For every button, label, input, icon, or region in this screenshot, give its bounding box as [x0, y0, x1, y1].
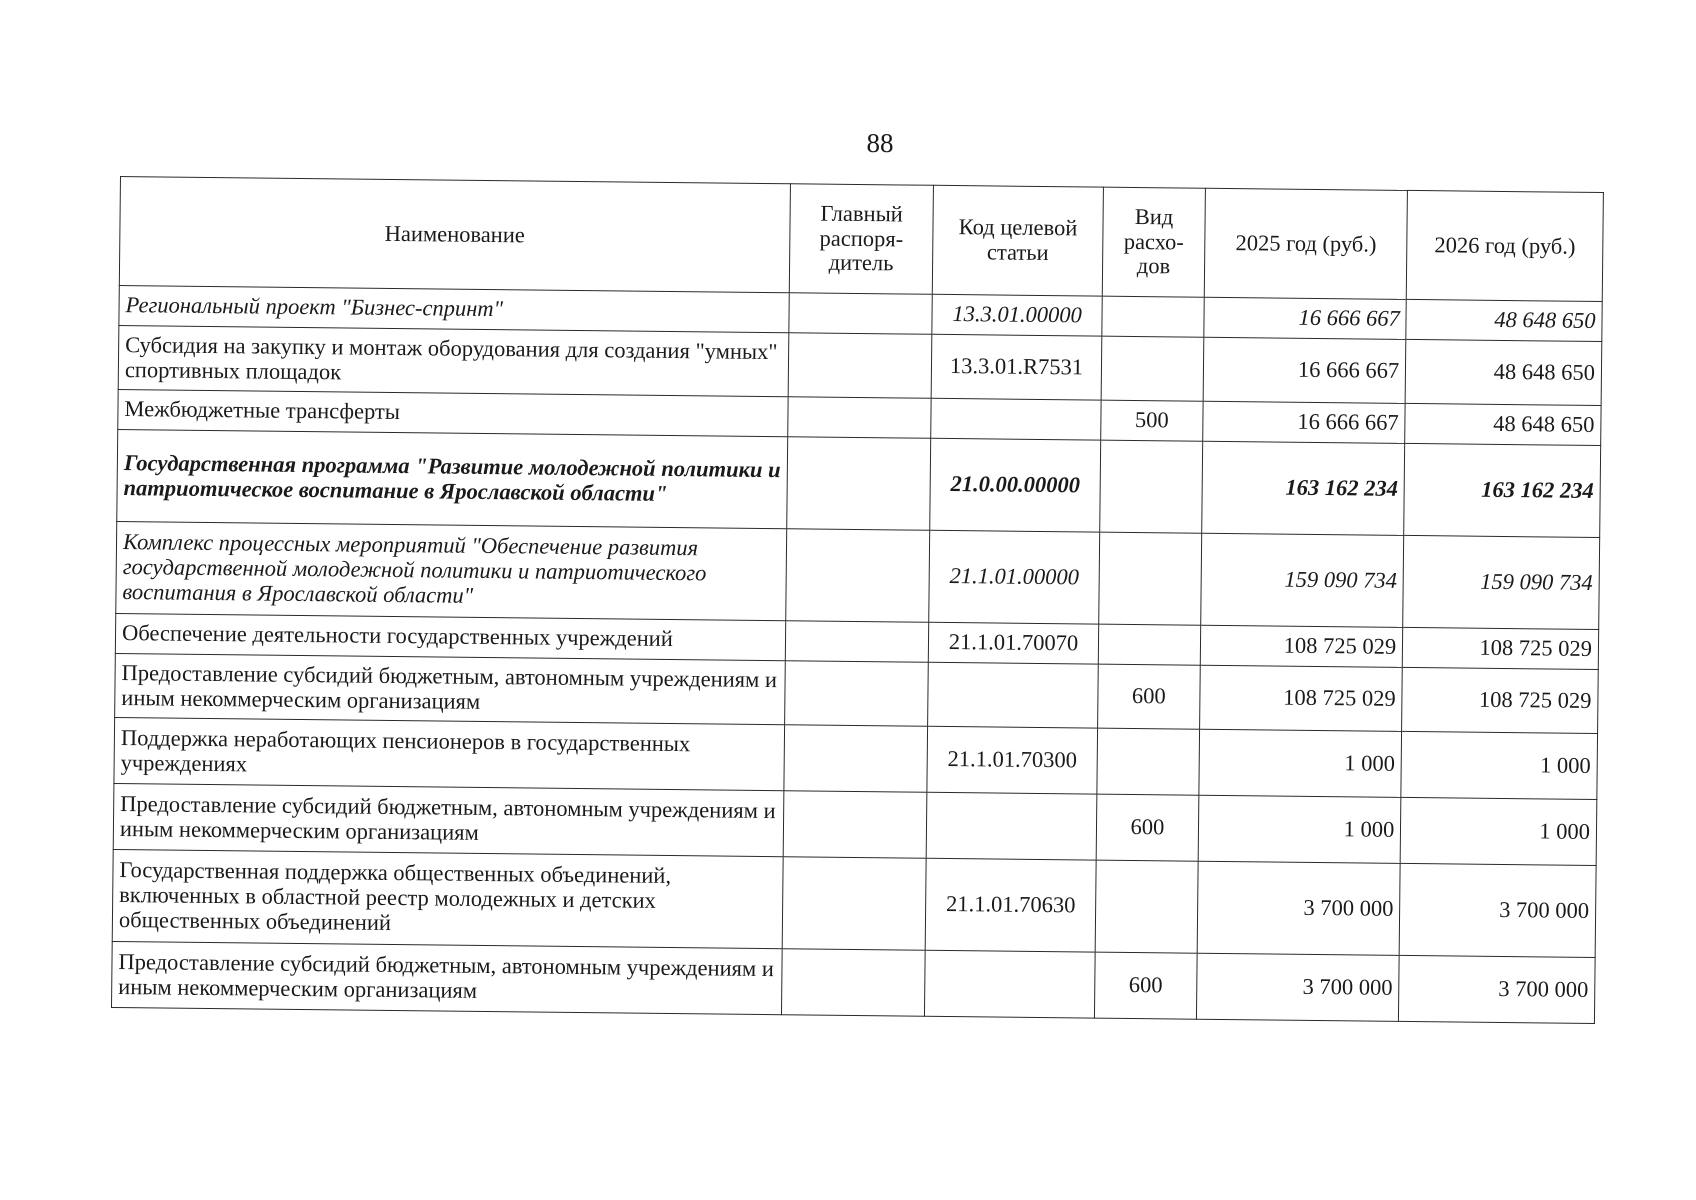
header-2026: 2026 год (руб.): [1407, 190, 1604, 301]
row-type-cell: [1097, 728, 1200, 795]
row-manager-cell: [781, 949, 925, 1017]
header-name: Наименование: [119, 177, 790, 293]
row-code-cell: [925, 950, 1095, 1018]
row-2026-cell: 159 090 734: [1403, 535, 1600, 629]
table-row: [116, 521, 1600, 629]
row-name-cell: Предоставление субсидий бюджетным, автономным учреждениям и иным некоммерческим организациям: [112, 941, 782, 1014]
row-manager-cell: [784, 661, 928, 727]
table-row: [112, 849, 1596, 957]
row-manager-cell: [782, 857, 927, 951]
row-name-cell: Предоставление субсидий бюджетным, автономным учреждениям и иным некоммерческим организациям: [115, 653, 785, 724]
row-2025-cell: 16 666 667: [1203, 337, 1406, 403]
row-manager-cell: [789, 293, 933, 335]
header-2025: 2025 год (руб.): [1204, 188, 1407, 299]
row-2026-cell: 1 000: [1400, 797, 1596, 865]
page-number: 88: [866, 128, 894, 158]
row-name-cell: Обеспечение деятельности государственных учреждений: [115, 613, 785, 660]
row-2025-cell: 16 666 667: [1203, 401, 1406, 443]
budget-table: [111, 176, 1604, 1024]
table-body: [112, 285, 1603, 1023]
row-name-cell: Государственная поддержка общественных объединений, включенных в областной реестр молодежных и детских общественных объединений: [112, 849, 783, 948]
row-manager-cell: [787, 397, 931, 439]
row-2026-cell: 3 700 000: [1399, 955, 1595, 1023]
row-code-cell: [926, 792, 1096, 860]
row-2025-cell: 108 725 029: [1200, 625, 1403, 667]
row-2025-cell: 16 666 667: [1204, 297, 1407, 339]
row-manager-cell: [784, 725, 928, 793]
row-manager-cell: [785, 621, 929, 663]
row-type-cell: [1099, 532, 1202, 625]
row-type-cell: [1101, 336, 1204, 401]
row-name-cell: Предоставление субсидий бюджетным, автономным учреждениям и иным некоммерческим организациям: [113, 783, 783, 856]
row-code-cell: [931, 398, 1101, 440]
row-2025-cell: 3 700 000: [1196, 953, 1399, 1021]
row-2025-cell: 108 725 029: [1200, 665, 1403, 731]
row-name-cell: Субсидия на закупку и монтаж оборудования для создания "умных" спортивных площадок: [118, 325, 788, 396]
row-type-cell: 600: [1097, 664, 1200, 729]
row-2025-cell: 1 000: [1199, 729, 1402, 797]
row-type-cell: 600: [1094, 952, 1197, 1019]
row-2026-cell: 108 725 029: [1403, 627, 1599, 669]
row-name-cell: Государственная программа "Развитие молодежной политики и патриотическое воспитание в Ярославской области": [117, 429, 788, 528]
row-code-cell: 21.1.01.70070: [929, 622, 1099, 664]
budget-table-container: [111, 176, 1604, 1024]
table-header-row: [119, 177, 1603, 302]
row-manager-cell: [783, 791, 927, 859]
row-name-cell: Поддержка неработающих пенсионеров в государственных учреждениях: [114, 717, 784, 790]
row-code-cell: 21.1.01.70300: [927, 726, 1097, 794]
header-code: Код целевой статьи: [933, 185, 1104, 296]
header-type: Вид расхо-дов: [1102, 187, 1205, 297]
row-2026-cell: 1 000: [1401, 731, 1597, 799]
row-2026-cell: 3 700 000: [1399, 863, 1596, 957]
row-manager-cell: [786, 437, 931, 531]
row-name-cell: Комплекс процессных мероприятий "Обеспечение развития государственной молодежной политики и патриотического воспитания в Ярославской области": [116, 521, 787, 620]
row-code-cell: 21.0.00.00000: [930, 438, 1101, 532]
row-2026-cell: 48 648 650: [1405, 339, 1601, 405]
header-manager: Главный распоря-дитель: [789, 184, 934, 295]
row-type-cell: 600: [1096, 794, 1199, 861]
row-2025-cell: 163 162 234: [1202, 441, 1405, 535]
row-type-cell: [1095, 860, 1198, 953]
row-code-cell: 13.3.01.R7531: [931, 334, 1101, 400]
row-2025-cell: 159 090 734: [1201, 533, 1404, 627]
row-code-cell: 13.3.01.00000: [932, 294, 1102, 336]
row-2026-cell: 48 648 650: [1406, 299, 1602, 341]
row-type-cell: [1102, 296, 1205, 337]
row-2025-cell: 3 700 000: [1197, 861, 1400, 955]
row-code-cell: [928, 662, 1098, 728]
row-type-cell: [1100, 440, 1203, 533]
row-manager-cell: [785, 529, 930, 623]
row-2025-cell: 1 000: [1198, 795, 1401, 863]
row-name-cell: Региональный проект "Бизнес-спринт": [119, 285, 789, 332]
row-code-cell: 21.1.01.00000: [929, 530, 1100, 624]
row-2026-cell: 108 725 029: [1402, 667, 1598, 733]
table-row: [117, 429, 1601, 537]
row-2026-cell: 163 162 234: [1404, 443, 1601, 537]
row-name-cell: Межбюджетные трансферты: [118, 389, 788, 436]
row-type-cell: 500: [1101, 400, 1204, 441]
row-code-cell: 21.1.01.70630: [925, 858, 1096, 952]
row-type-cell: [1098, 624, 1201, 665]
row-manager-cell: [788, 333, 932, 399]
row-2026-cell: 48 648 650: [1405, 403, 1601, 445]
